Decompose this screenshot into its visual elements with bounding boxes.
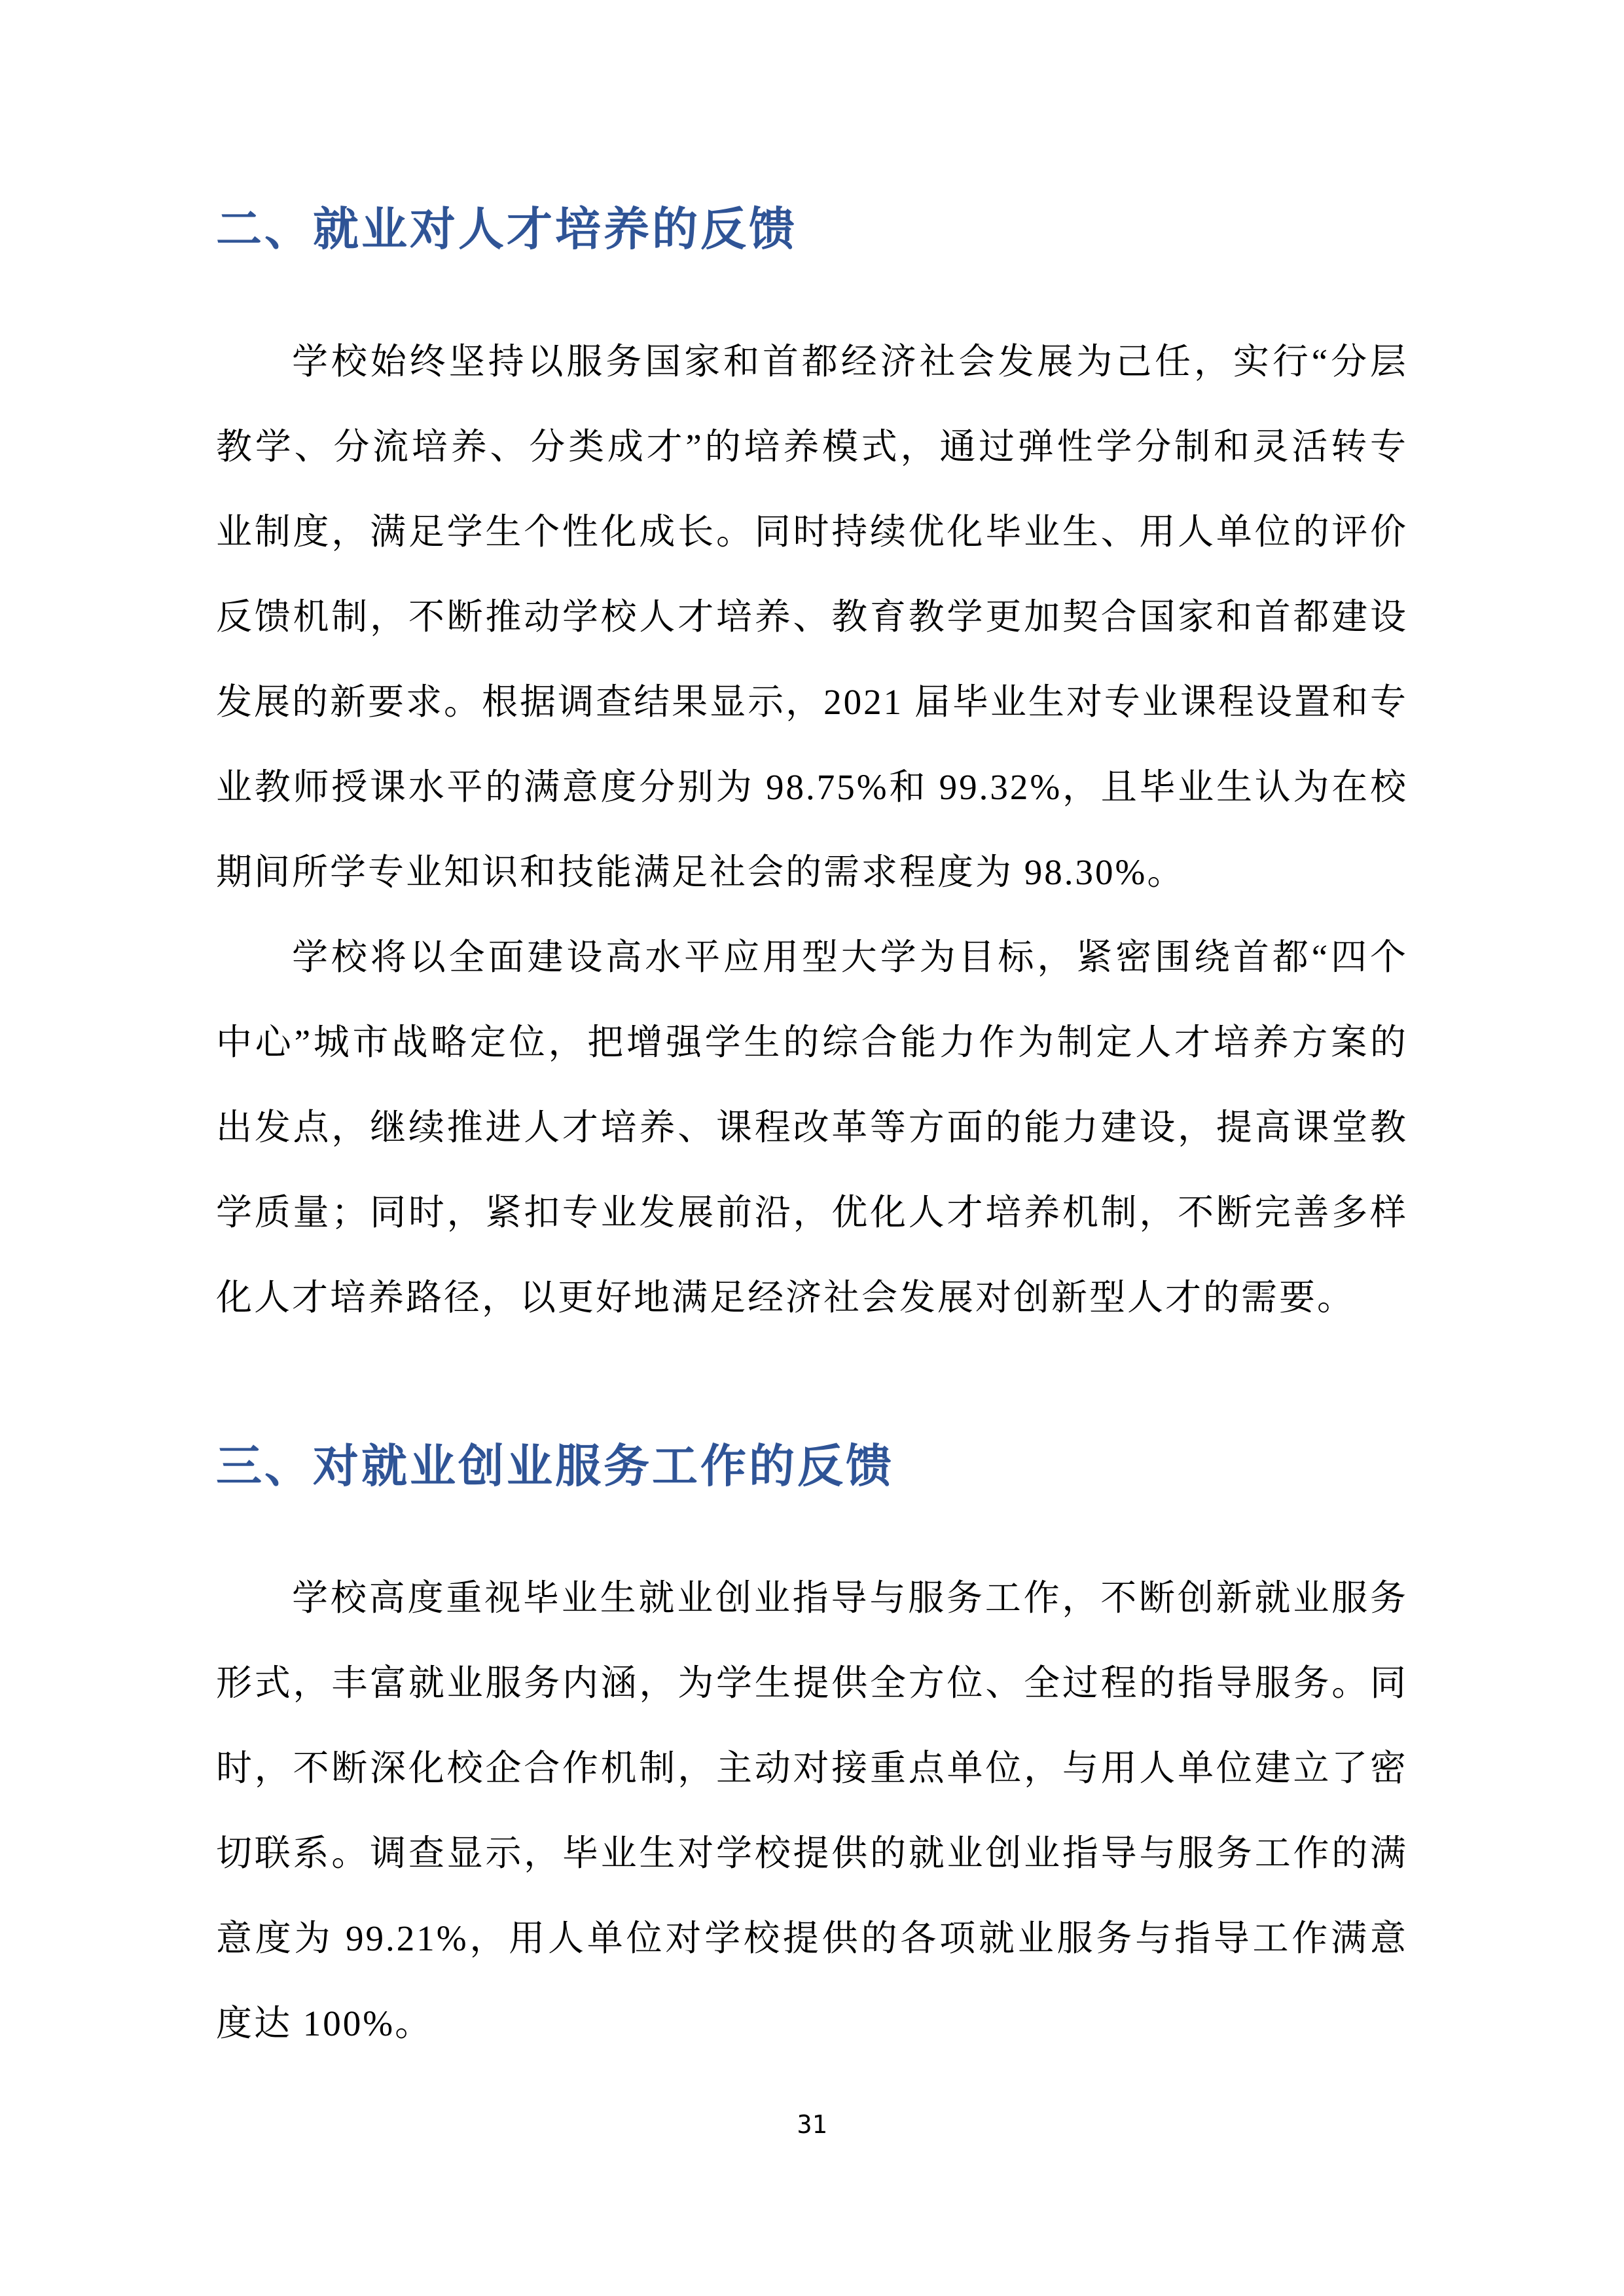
- section-career-service-feedback: [216, 1439, 1408, 2067]
- page-number: 31: [797, 2110, 827, 2139]
- section-heading: 二、就业对人才培养的反馈: [216, 205, 797, 255]
- section-employment-feedback-on-training: [216, 202, 1408, 1340]
- section-heading: 三、对就业创业服务工作的反馈: [216, 1441, 894, 1492]
- paragraph: 学校将以全面建设高水平应用型大学为目标，紧密围绕首都“四个中心”城市战略定位，把增强学生的综合能力作为制定人才培养方案的出发点，继续推进人才培养、课程改革等方面的能力建设，提高课堂教学质量；同时，紧扣专业发展前沿，优化人才培养机制，不断完善多样化人才培养路径，以更好地满足经济社会发展对创新型人才的需要。: [216, 937, 1408, 1318]
- paragraph: 学校高度重视毕业生就业创业指导与服务工作，不断创新就业服务形式，丰富就业服务内涵，为学生提供全方位、全过程的指导服务。同时，不断深化校企合作机制，主动对接重点单位，与用人单位建立了密切联系。调查显示，毕业生对学校提供的就业创业指导与服务工作的满意度为 99.21%，用人单位对学校提供的各项就业服务与指导工作满意度达 100%。: [216, 1578, 1408, 2043]
- page-footer: [0, 2110, 1624, 2139]
- paragraph: 学校始终坚持以服务国家和首都经济社会发展为己任，实行“分层教学、分流培养、分类成才”的培养模式，通过弹性学分制和灵活转专业制度，满足学生个性化成长。同时持续优化毕业生、用人单位的评价反馈机制，不断推动学校人才培养、教育教学更加契合国家和首都建设发展的新要求。根据调查结果显示，2021 届毕业生对专业课程设置和专业教师授课水平的满意度分别为 98.75%和 99.32%，且毕业生认为在校期间所学专业知识和技能满足社会的需求程度为 98.30%。: [216, 341, 1408, 892]
